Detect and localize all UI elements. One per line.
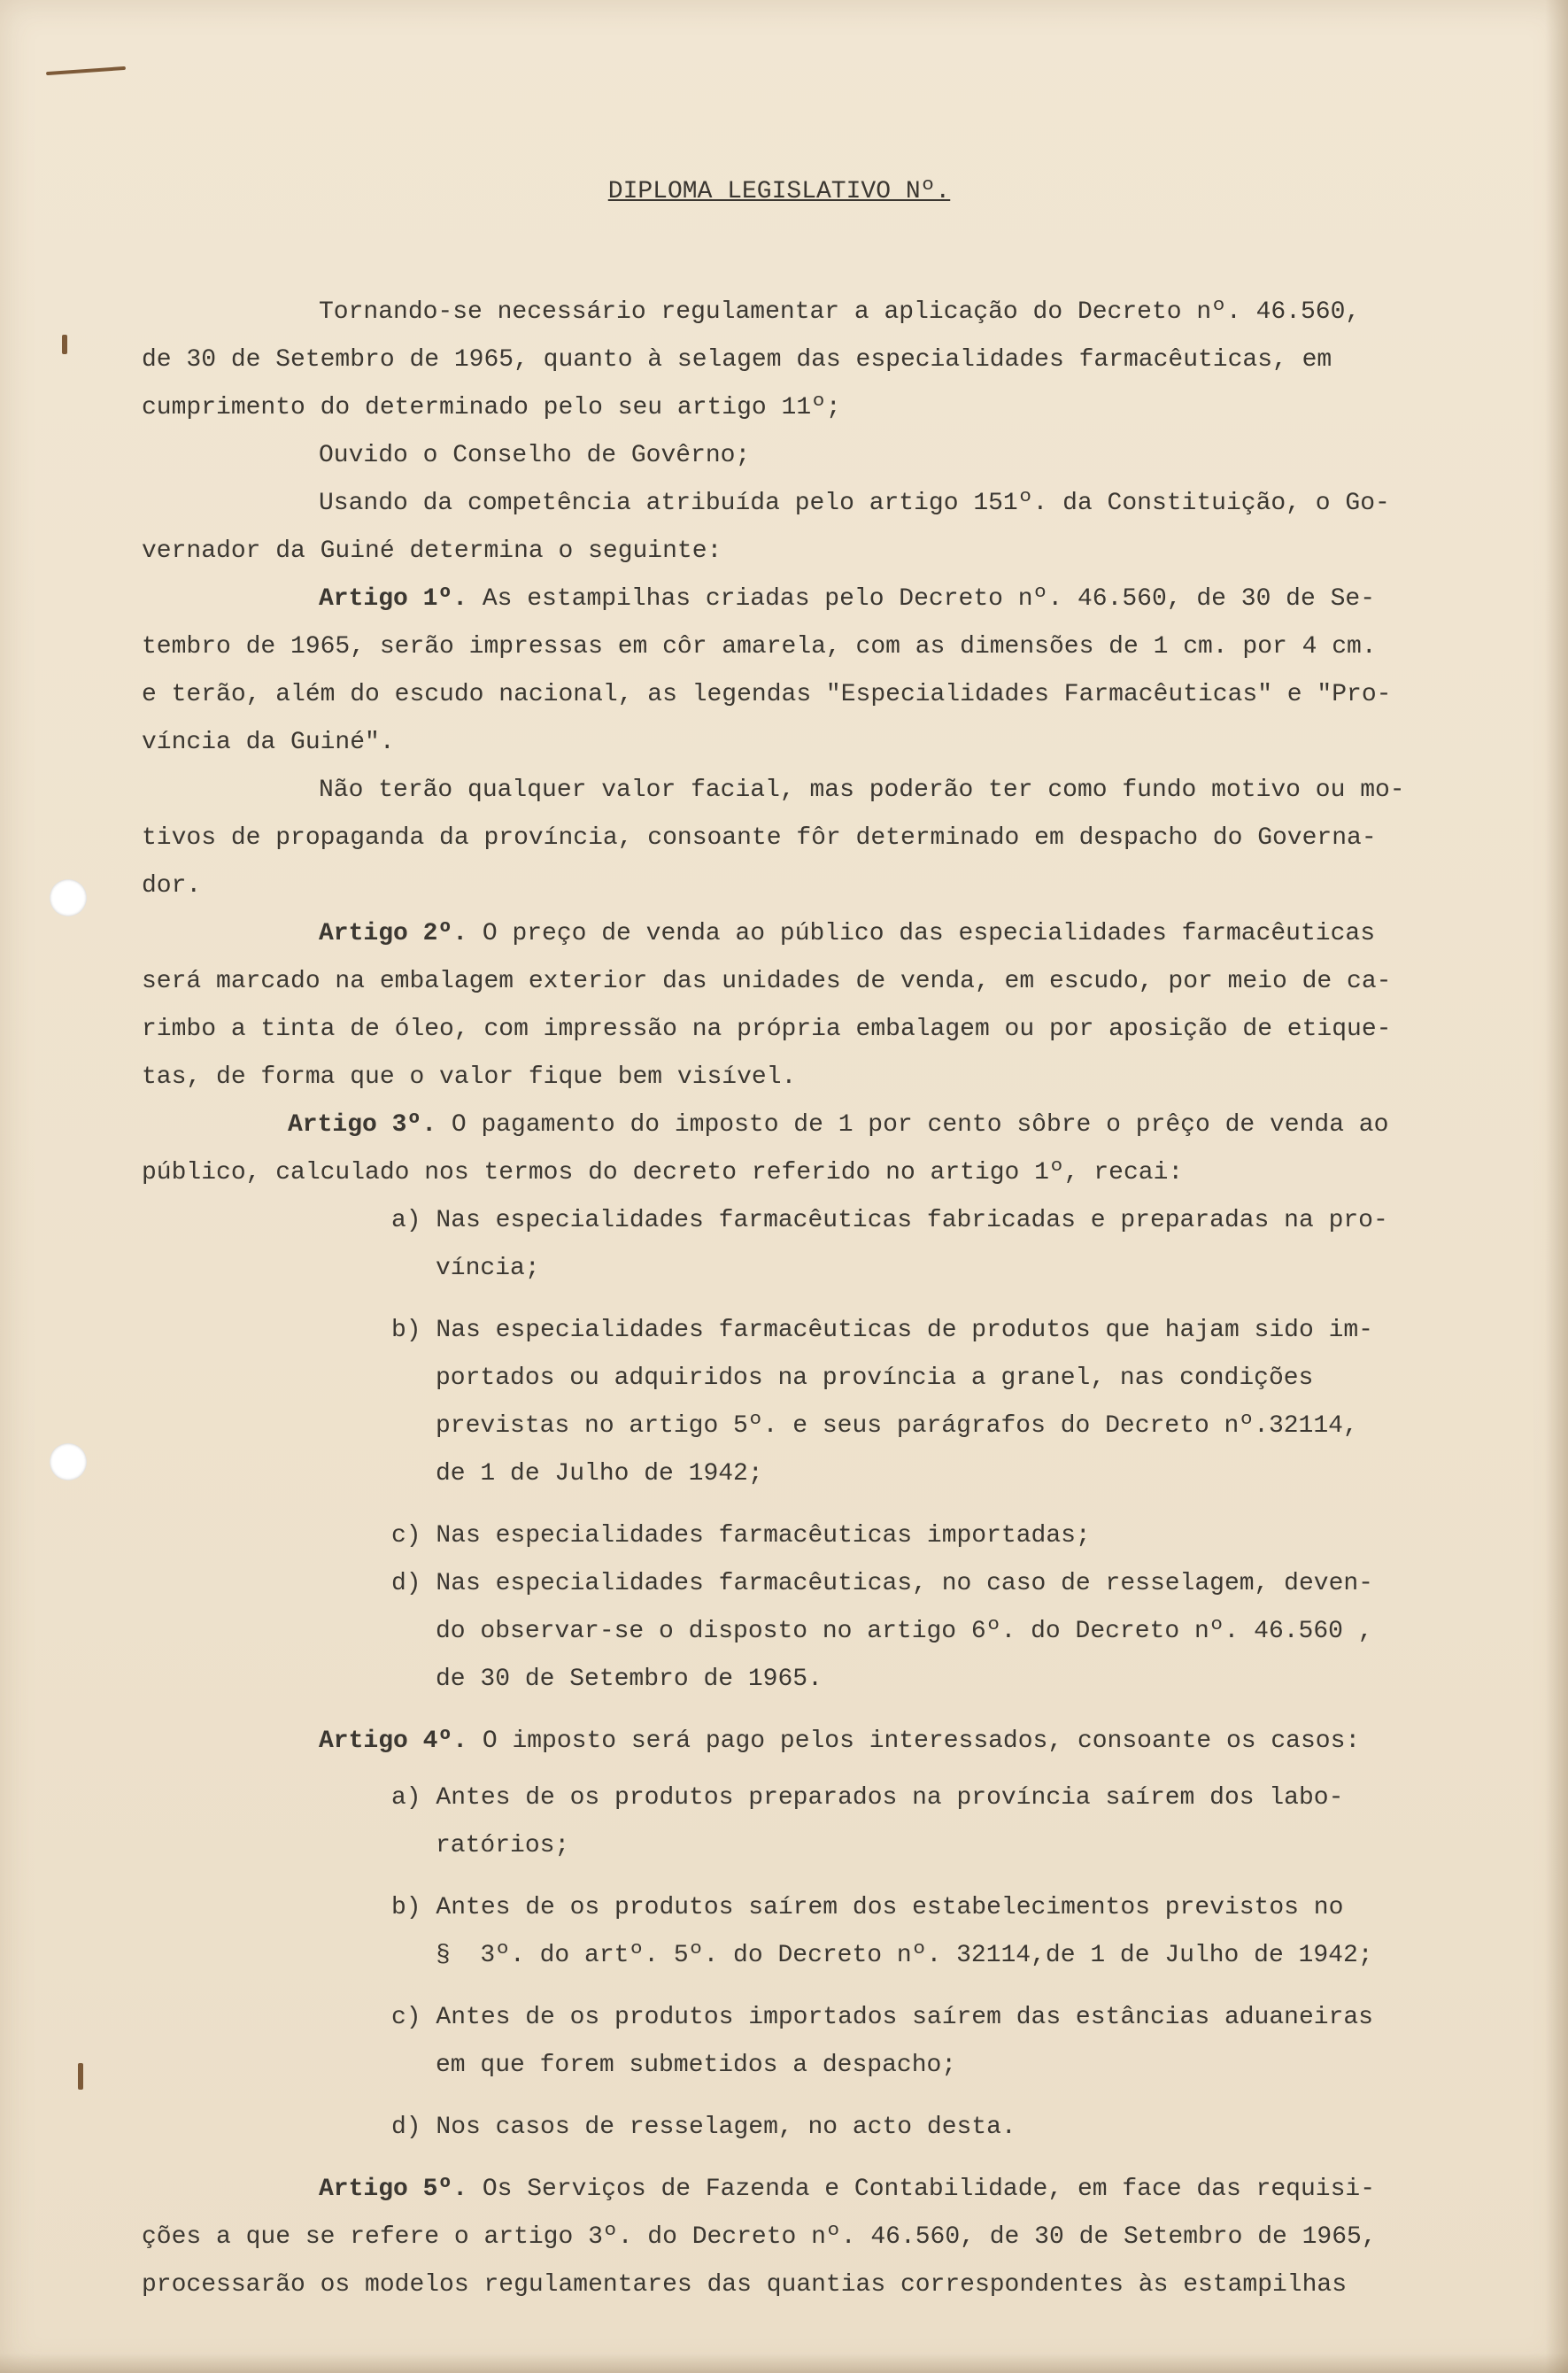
article-5-line: ções a que se refere o artigo 3º. do Decreto nº. 46.560, de 30 de Setembro de 1965,: [142, 2223, 1377, 2251]
preamble-line: vernador da Guiné determina o seguinte:: [142, 537, 722, 565]
document-title: DIPLOMA LEGISLATIVO Nº.: [607, 178, 951, 205]
document-body: [142, 168, 1405, 2309]
article-3-item-b: b) Nas especialidades farmacêuticas de produtos que hajam sido im-: [391, 1317, 1373, 1344]
rust-mark-left-upper: [62, 335, 67, 354]
article-1-line: [142, 576, 1390, 623]
article-1-line: tembro de 1965, serão impressas em côr amarela, com as dimensões de 1 cm. por 4 cm.: [142, 633, 1377, 661]
paper-edge-shadow-bottom: [0, 2354, 1568, 2373]
article-2-heading: Artigo 2º.: [319, 920, 468, 947]
article-4-item-d: d) Nos casos de resselagem, no acto desta.: [391, 2114, 1016, 2141]
article-5-line: [142, 2166, 1390, 2214]
paper-edge-shadow-right: [1545, 0, 1568, 2373]
article-1-line: e terão, além do escudo nacional, as legendas "Especialidades Farmacêuticas" e "Pro-: [142, 681, 1392, 708]
article-4-item-c: em que forem submetidos a despacho;: [436, 2052, 957, 2079]
article-3-item-b: de 1 de Julho de 1942;: [436, 1460, 763, 1488]
punch-hole-bottom: [50, 1443, 87, 1480]
article-5-line: processarão os modelos regulamentares das quantias correspondentes às estampilhas: [142, 2271, 1348, 2299]
article-1-line: dor.: [142, 872, 202, 900]
article-1-line: Não terão qualquer valor facial, mas poderão ter como fundo motivo ou mo-: [319, 777, 1405, 804]
article-4-line: [142, 1718, 1390, 1766]
rust-mark-left-lower: [78, 2063, 83, 2090]
article-4-heading: Artigo 4º.: [319, 1728, 468, 1755]
article-4-item-a: a) Antes de os produtos preparados na província saírem dos labo-: [391, 1784, 1344, 1812]
ink-mark-top-left: [46, 66, 126, 75]
article-4-text: O imposto será pago pelos interessados, consoante os casos:: [467, 1728, 1361, 1755]
punch-hole-top: [50, 879, 87, 916]
article-3-heading: Artigo 3º.: [288, 1111, 437, 1139]
article-1-text: As estampilhas criadas pelo Decreto nº. 46.560, de 30 de Se-: [467, 585, 1375, 613]
article-5-text: Os Serviços de Fazenda e Contabilidade, em face das requisi-: [467, 2176, 1375, 2203]
article-4-item-c: c) Antes de os produtos importados saírem das estâncias aduaneiras: [391, 2004, 1373, 2031]
article-3-item-d: d) Nas especialidades farmacêuticas, no caso de resselagem, deven-: [391, 1570, 1373, 1597]
article-3-text: O pagamento do imposto de 1 por cento sôbre o prêço de venda ao: [436, 1111, 1389, 1139]
article-4-item-b: § 3º. do artº. 5º. do Decreto nº. 32114,de 1 de Julho de 1942;: [436, 1942, 1373, 1969]
article-5-heading: Artigo 5º.: [319, 2176, 468, 2203]
article-1-heading: Artigo 1º.: [319, 585, 468, 613]
article-3-item-a: a) Nas especialidades farmacêuticas fabricadas e preparadas na pro-: [391, 1207, 1388, 1234]
article-4-item-a: ratórios;: [436, 1832, 570, 1859]
article-2-line: tas, de forma que o valor fique bem visível.: [142, 1063, 797, 1091]
article-3-item-d: do observar-se o disposto no artigo 6º. do Decreto nº. 46.560 ,: [436, 1618, 1373, 1645]
article-1-line: tivos de propaganda da província, consoante fôr determinado em despacho do Governa-: [142, 824, 1377, 852]
article-2-line: será marcado na embalagem exterior das unidades de venda, em escudo, por meio de ca-: [142, 968, 1392, 995]
article-2-line: [142, 910, 1390, 958]
preamble-line: Tornando-se necessário regulamentar a aplicação do Decreto nº. 46.560,: [319, 298, 1361, 326]
article-3-item-b: portados ou adquiridos na província a granel, nas condições: [436, 1364, 1314, 1392]
article-4-item-b: b) Antes de os produtos saírem dos estabelecimentos previstos no: [391, 1894, 1344, 1921]
article-3-line: [142, 1101, 1390, 1149]
article-3-item-b: previstas no artigo 5º. e seus parágrafos do Decreto nº.32114,: [436, 1412, 1358, 1440]
article-3-line: público, calculado nos termos do decreto referido no artigo 1º, recai:: [142, 1159, 1184, 1186]
article-2-text: O preço de venda ao público das especialidades farmacêuticas: [467, 920, 1375, 947]
preamble-line: cumprimento do determinado pelo seu artigo 11º;: [142, 394, 841, 421]
preamble-line: Ouvido o Conselho de Govêrno;: [319, 442, 751, 469]
article-3-item-a: víncia;: [436, 1255, 540, 1282]
article-3-item-d: de 30 de Setembro de 1965.: [436, 1666, 823, 1693]
article-1-line: víncia da Guiné".: [142, 729, 395, 756]
article-3-item-c: c) Nas especialidades farmacêuticas importadas;: [391, 1522, 1091, 1550]
preamble-line: de 30 de Setembro de 1965, quanto à selagem das especialidades farmacêuticas, em: [142, 346, 1332, 374]
article-2-line: rimbo a tinta de óleo, com impressão na própria embalagem ou por aposição de etique-: [142, 1016, 1392, 1043]
preamble-line: Usando da competência atribuída pelo artigo 151º. da Constituição, o Go-: [319, 490, 1390, 517]
